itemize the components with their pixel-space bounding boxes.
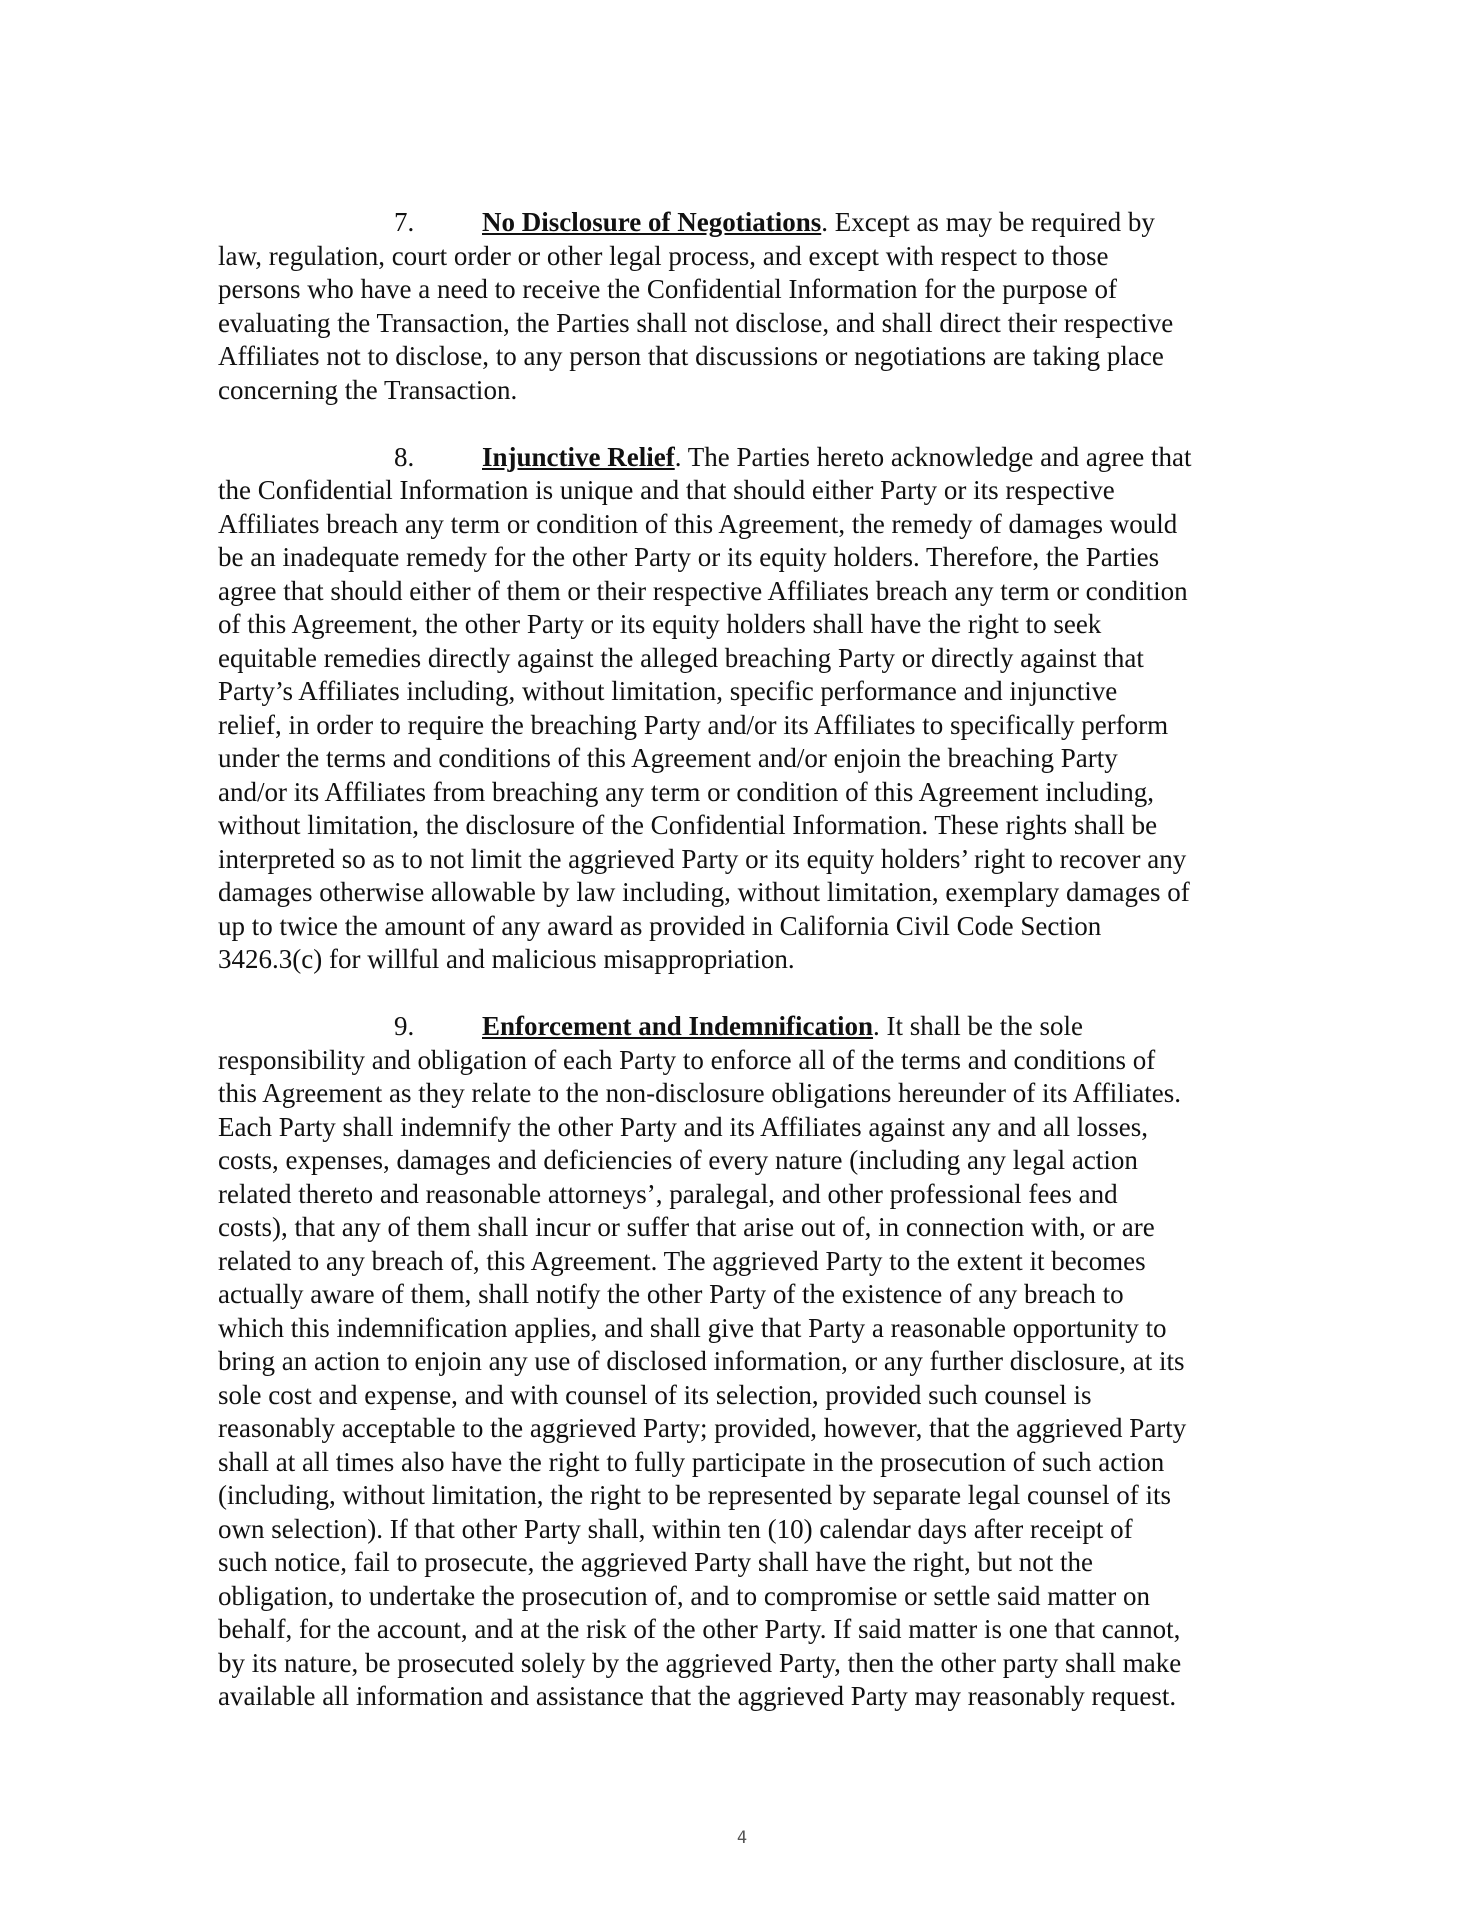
section-number: 7. (394, 207, 415, 237)
paragraph-line: under the terms and conditions of this Agreement and/or enjoin the breaching Party (218, 743, 1118, 773)
paragraph-line: responsibility and obligation of each Party to enforce all of the terms and conditions of (218, 1044, 1156, 1075)
paragraph-line: which this indemnification applies, and shall give that Party a reasonable opportunity to (218, 1312, 1167, 1343)
section-first-line (218, 1010, 1278, 1044)
paragraph-line: reasonably acceptable to the aggrieved Party; provided, however, that the aggrieved Party (218, 1413, 1187, 1443)
paragraph-line: relief, in order to require the breaching Party and/or its Affiliates to specifically perform (218, 709, 1169, 740)
paragraph-line: costs, expenses, damages and deficiencies of every nature (including any legal action (218, 1145, 1138, 1175)
section-9 (218, 1010, 1278, 1714)
section-number: 9. (394, 1011, 415, 1041)
paragraph-line: up to twice the amount of any award as provided in California Civil Code Section (218, 910, 1102, 941)
paragraph-line: bring an action to enjoin any use of disclosed information, or any further disclosure, at its (218, 1346, 1185, 1376)
paragraph-line: costs), that any of them shall incur or suffer that arise out of, in connection with, or are (218, 1212, 1155, 1242)
paragraph-line: behalf, for the account, and at the risk of the other Party. If said matter is one that cannot, (218, 1614, 1181, 1644)
paragraph-line: the Confidential Information is unique and that should either Party or its respective (218, 475, 1115, 505)
paragraph-line: equitable remedies directly against the alleged breaching Party or directly against that (218, 642, 1144, 673)
paragraph-line: without limitation, the disclosure of the Confidential Information. These rights shall be (218, 810, 1158, 840)
paragraph-line: of this Agreement, the other Party or its equity holders shall have the right to seek (218, 609, 1102, 639)
paragraph-line: by its nature, be prosecuted solely by the aggrieved Party, then the other party shall make (218, 1647, 1182, 1678)
paragraph-line: concerning the Transaction. (218, 374, 518, 405)
paragraph-line: obligation, to undertake the prosecution of, and to compromise or settle said matter on (218, 1580, 1151, 1611)
paragraph-line: evaluating the Transaction, the Parties shall not disclose, and shall direct their respective (218, 307, 1174, 338)
paragraph-line: actually aware of them, shall notify the other Party of the existence of any breach to (218, 1279, 1124, 1309)
paragraph-line: this Agreement as they relate to the non-disclosure obligations hereunder of its Affiliates. (218, 1078, 1182, 1108)
paragraph-line: shall at all times also have the right to fully participate in the prosecution of such action (218, 1446, 1165, 1477)
section-heading: Enforcement and Indemnification (482, 1011, 874, 1041)
section-first-line (218, 441, 1278, 475)
paragraph-line: related thereto and reasonable attorneys’, paralegal, and other professional fees and (218, 1178, 1118, 1209)
paragraph-line: Affiliates not to disclose, to any person that discussions or negotiations are taking place (218, 341, 1164, 371)
paragraph-line: (including, without limitation, the right to be represented by separate legal counsel of its (218, 1480, 1172, 1510)
paragraph-line: damages otherwise allowable by law including, without limitation, exemplary damages of (218, 877, 1190, 907)
section-first-line-text: . The Parties hereto acknowledge and agree that (674, 441, 1192, 472)
paragraph-line: and/or its Affiliates from breaching any term or condition of this Agreement including, (218, 776, 1155, 807)
section-first-line (218, 206, 1278, 240)
section-first-line-text: . It shall be the sole (873, 1011, 1083, 1041)
section-number: 8. (394, 441, 415, 472)
paragraph-line: law, regulation, court order or other legal process, and except with respect to those (218, 240, 1109, 271)
document-body (218, 206, 1278, 1747)
paragraph-line: Each Party shall indemnify the other Party and its Affiliates against any and all losses, (218, 1111, 1149, 1142)
paragraph-line: own selection). If that other Party shall, within ten (10) calendar days after receipt of (218, 1513, 1133, 1544)
paragraph-line: Affiliates breach any term or condition of this Agreement, the remedy of damages would (218, 508, 1178, 539)
paragraph-line: agree that should either of them or their respective Affiliates breach any term or condition (218, 575, 1188, 606)
paragraph-line: interpreted so as to not limit the aggrieved Party or its equity holders’ right to recover any (218, 843, 1187, 874)
paragraph-line: be an inadequate remedy for the other Party or its equity holders. Therefore, the Parties (218, 542, 1160, 572)
paragraph-line: related to any breach of, this Agreement. The aggrieved Party to the extent it becomes (218, 1245, 1146, 1276)
paragraph-line: available all information and assistance that the aggrieved Party may reasonably request. (218, 1681, 1177, 1711)
page-number: 4 (736, 1828, 748, 1848)
section-heading: No Disclosure of Negotiations (482, 207, 822, 237)
paragraph-line: 3426.3(c) for willful and malicious misappropriation. (218, 944, 795, 974)
section-heading: Injunctive Relief (482, 441, 675, 472)
paragraph-line: sole cost and expense, and with counsel of its selection, provided such counsel is (218, 1379, 1092, 1410)
section-7 (218, 206, 1278, 407)
paragraph-line: persons who have a need to receive the Confidential Information for the purpose of (218, 274, 1117, 304)
section-first-line-text: . Except as may be required by (821, 207, 1155, 237)
paragraph-line: Party’s Affiliates including, without limitation, specific performance and injunctive (218, 676, 1118, 706)
section-8 (218, 441, 1278, 977)
paragraph-line: such notice, fail to prosecute, the aggrieved Party shall have the right, but not the (218, 1547, 1093, 1577)
